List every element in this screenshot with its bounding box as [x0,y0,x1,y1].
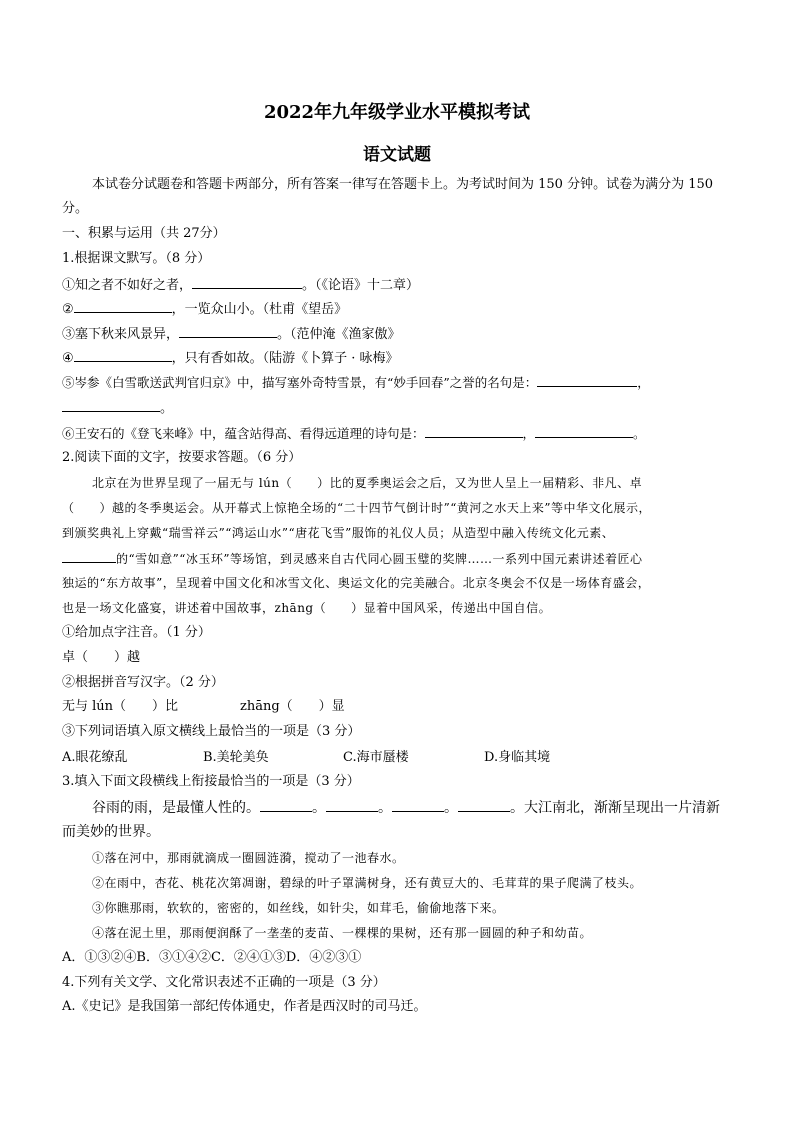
q1-item-5-text: ⑤岑参《白雪歌送武判官归京》中，描写塞外奇特雪景，有“妙手回春”之誉的名句是： [62,375,538,390]
intro-line-1: 本试卷分试题卷和答题卡两部分，所有答案一律写在答题卡上。为考试时间为 150 分钟。试卷为满分为 150 [92,177,714,192]
q3-option-1: ①落在河中，那雨就滴成一圈圆涟漪，搅动了一池春水。 [92,851,405,865]
answer-blank[interactable] [537,372,637,387]
q3-option-4: ④落在泥土里，那雨便润酥了一垄垄的麦苗、一棵棵的果树，还有那一圆圆的种子和幼苗。 [92,926,593,940]
q3-paragraph-line-1 [92,797,720,818]
q3-paragraph-line-2: 而美妙的世界。 [62,824,160,840]
q1-item-3 [62,323,401,345]
q1-item-4-post: ，只有香如故。（陆游《卜算子 · 咏梅》 [171,351,399,366]
q2-passage-line-4-text: 的“雪如意”“冰玉环”等场馆，到灵感来自古代同心圆玉璧的奖牌……一系列中国元素讲述着匠心 [116,552,643,566]
intro-line-2: 分。 [62,201,89,216]
q2-sub-1: ①给加点字注音。（1 分） [62,625,211,640]
answer-blank[interactable] [74,347,172,362]
q2-passage-line-4 [62,548,643,569]
q3-sep: 。 [378,800,392,816]
q1-item-6-end: 。 [633,426,646,441]
q3-paragraph-text: 谷雨的雨，是最懂人性的。 [92,800,260,816]
q2-passage-line-6: 也是一场文化盛宴，讲述着中国故事，zhāng（ ）显着中国风采，传递出中国自信。 [62,601,552,615]
q1-stem: 1.根据课文默写。（8 分） [62,251,211,266]
q1-item-4 [62,347,399,369]
q2-passage-line-5: 独运的“东方故事”，呈现着中国文化和冰雪文化、奥运文化的完美融合。北京冬奥会不仅是一场体育盛会， [62,576,651,590]
q1-item-5-cont [62,397,173,419]
passage-blank[interactable] [62,548,116,563]
q1-item-5-end: 。 [160,401,174,416]
q1-item-2-post: ，一览众山小。（杜甫《望岳》 [171,302,348,317]
q1-item-1-post: 。（《论语》十二章） [302,278,420,293]
q2-option-c[interactable]: C.海市蜃楼 [343,750,409,765]
q3-sep: 。 [444,800,458,816]
q2-sub-2-item-b: zhāng（ ）显 [240,699,345,714]
passage-blank[interactable] [392,797,444,812]
passage-blank[interactable] [326,797,378,812]
q3-paragraph-end: 。大江南北，渐渐呈现出一片清新 [510,800,720,816]
q1-item-3-pre: ③塞下秋来风景异， [62,327,180,342]
q3-stem: 3.填入下面文段横线上衔接最恰当的一项是（3 分） [62,774,360,789]
q2-passage-line-3: 到颁奖典礼上穿戴“瑞雪祥云”“鸿运山水”“唐花飞雪”服饰的礼仪人员；从造型中融入传统文化元素、 [62,526,615,540]
q1-item-6-text: ⑥王安石的《登飞来峰》中，蕴含站得高、看得远道理的诗句是： [62,426,425,441]
q3-option-3: ③你瞧那雨，软软的，密密的，如丝线，如针尖，如茸毛，偷偷地落下来。 [92,901,505,915]
exam-title: 2022年九年级学业水平模拟考试 [263,102,531,123]
q1-item-6 [62,423,646,444]
q1-item-1 [62,274,419,296]
q2-sub-2-item-a: 无与 lún（ ）比 [62,699,179,714]
q3-option-2: ②在雨中，杏花、桃花次第凋谢，碧绿的叶子罩满树身，还有黄豆大的、毛茸茸的果子爬满了枝头。 [92,876,643,890]
q2-option-d[interactable]: D.身临其境 [484,750,551,765]
q1-item-5 [62,372,650,393]
q1-item-2-pre: ② [62,302,74,317]
answer-blank[interactable] [62,397,160,412]
q1-item-6-comma: ， [522,426,536,441]
q2-option-a[interactable]: A.眼花缭乱 [62,750,128,765]
q1-item-1-pre: ①知之者不如好之者， [62,278,193,293]
passage-blank[interactable] [458,797,510,812]
q2-sub-2: ②根据拼音写汉字。（2 分） [62,675,224,690]
q4-option-a[interactable]: A.《史记》是我国第一部纪传体通史，作者是西汉时的司马迁。 [62,999,427,1014]
answer-blank[interactable] [179,323,277,338]
answer-blank[interactable] [425,423,523,438]
exam-subtitle: 语文试题 [363,145,431,165]
answer-blank[interactable] [74,298,172,313]
q4-stem: 4.下列有关文学、文化常识表述不正确的一项是（3 分） [62,975,386,990]
answer-blank[interactable] [192,274,302,289]
q2-sub-3: ③下列词语填入原文横线上最恰当的一项是（3 分） [62,724,361,739]
q3-sep: 。 [312,800,326,816]
q2-passage-line-1: 北京在为世界呈现了一届无与 lún（ ）比的夏季奥运会之后，又为世人呈上一届精彩、非凡、卓 [92,476,643,490]
section-heading: 一、积累与运用（共 27分） [62,226,226,241]
q3-answer-choices[interactable]: A．①③②④B．③①④②C．②④①③D．④②③① [62,950,362,965]
answer-blank[interactable] [535,423,633,438]
q1-item-4-pre: ④ [62,351,74,366]
q2-option-b[interactable]: B.美轮美奂 [203,750,269,765]
q2-passage-line-2: （ ）越的冬季奥运会。从开幕式上惊艳全场的“二十四节气倒计时”“黄河之水天上来”等中华文化展示， [62,501,652,515]
q2-stem: 2.阅读下面的文字，按要求答题。（6 分） [62,450,302,465]
q1-item-3-post: 。（范仲淹《渔家傲》 [277,327,401,342]
q1-item-5-comma: ， [637,375,650,390]
passage-blank[interactable] [260,797,312,812]
q2-sub-1-item: 卓（ ）越 [62,650,141,665]
q1-item-2 [62,298,347,320]
